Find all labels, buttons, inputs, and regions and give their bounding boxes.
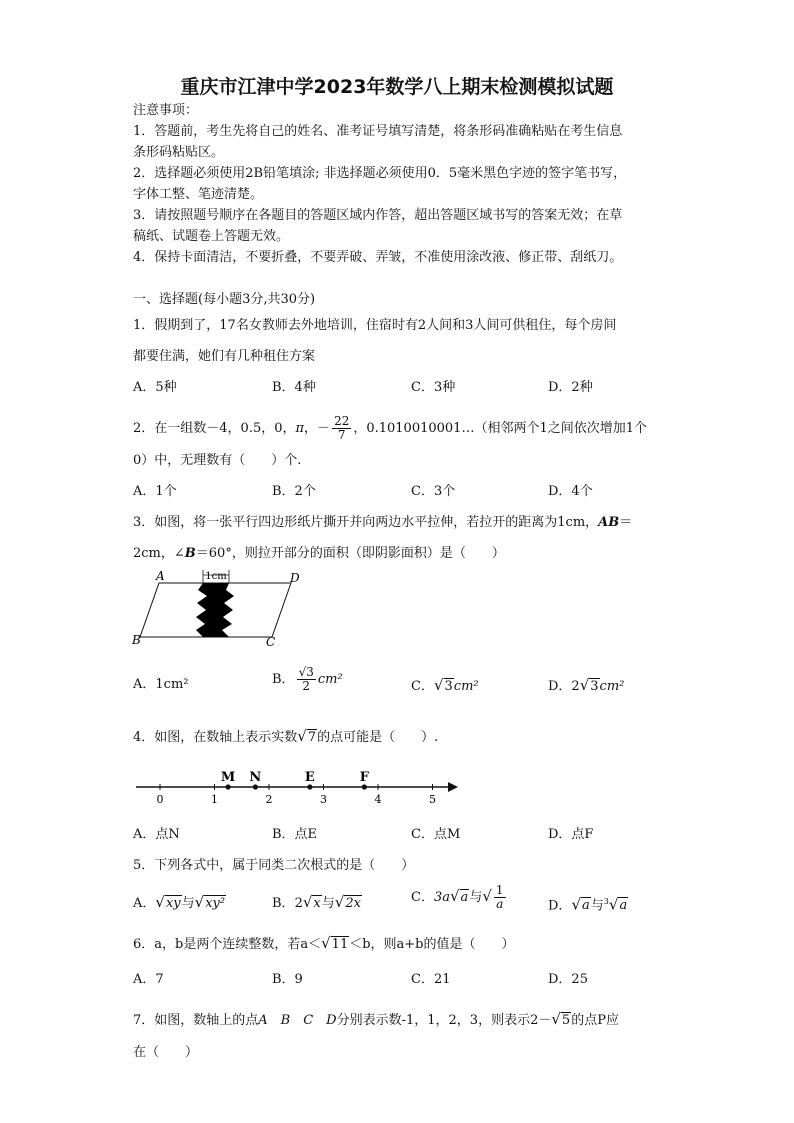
q4-option-d: D．点F	[548, 827, 594, 842]
section-heading: 一、选择题(每小题3分,共30分)	[133, 292, 316, 307]
q1-stem: 都要住满，她们有几种租住方案	[133, 349, 316, 364]
q2-pi: π	[295, 421, 305, 436]
word-with: 与	[321, 896, 335, 911]
axis-tick-label: 2	[265, 793, 273, 806]
q2-text: ，0.1010010001…（相邻两个1之间依次增加1个	[353, 421, 647, 436]
radicand-fraction	[494, 884, 506, 911]
vertex-label-c: C	[266, 635, 276, 649]
coefficient: 3a	[433, 890, 450, 905]
unit: cm²	[317, 672, 343, 687]
q2-option-a: A．1个	[133, 484, 177, 499]
radical-sign: √	[482, 887, 492, 905]
q1-option-b: B．4种	[272, 380, 316, 395]
radical-sign: √	[579, 676, 590, 694]
q7-stem	[133, 1010, 619, 1030]
option-letter: D．	[548, 898, 572, 914]
radical-sign: √	[571, 895, 581, 914]
notice-line: 4．保持卡面清洁，不要折叠，不要弄破、弄皱，不准使用涂改液、修正带、刮纸刀。	[133, 250, 623, 265]
axis-tick-label: 4	[374, 793, 382, 806]
q2-fraction	[332, 415, 351, 442]
radicand: 3	[590, 679, 599, 694]
q1-option-a: A．5种	[133, 380, 177, 395]
axis-tick-label: 0	[156, 793, 164, 806]
vertex-label-d: D	[290, 571, 300, 585]
q7-points: A B C D	[258, 1013, 337, 1028]
axis-point	[307, 784, 312, 789]
word-with: 与	[181, 896, 195, 911]
coefficient: 2	[294, 896, 303, 911]
axis-tick-label: 1	[211, 793, 218, 806]
q7-text: 分别表示数-1，1，2，3，则表示	[336, 1013, 531, 1028]
notice-line: 2．选择题必须使用2B铅笔填涂; 非选择题必须使用0．5毫米黑色字迹的签字笔书写，	[133, 166, 627, 181]
notice-line: 3．请按照题号顺序在各题目的答题区域内作答，超出答题区域书写的答案无效；在草	[133, 208, 623, 223]
axis-point	[253, 784, 258, 789]
q7-text: 的点P应	[571, 1013, 619, 1028]
q1-stem: 1．假期到了，17名女教师去外地培训，住宿时有2人间和3人间可供租住，每个房间	[133, 318, 617, 333]
option-letter: D．2	[548, 679, 580, 694]
radicand: x	[313, 896, 321, 911]
axis-arrow	[448, 782, 458, 792]
radical-sign: √	[551, 1010, 561, 1028]
q4-option-b: B．点E	[272, 827, 318, 842]
q3-text: ＝60°，则拉开部分的面积（即阴影面积）是（ ）	[195, 546, 505, 561]
fraction-numerator: √3	[298, 665, 314, 679]
radicand: xy²	[205, 896, 226, 911]
q2-stem: 0）中，无理数有（ ）个.	[133, 453, 302, 468]
axis-point-label: N	[249, 770, 262, 785]
parallelogram-figure	[130, 566, 300, 652]
radical-sign: √	[155, 893, 165, 911]
option-letter: C．	[411, 679, 434, 694]
word-with: 与	[469, 890, 483, 905]
option-letter: B．	[272, 672, 295, 687]
q2-option-b: B．2个	[272, 484, 316, 499]
radical-sign: √	[608, 895, 619, 914]
q6-option-c: C．21	[411, 972, 451, 987]
q3-text: 3．如图，将一张平行四边形纸片撕开并向两边水平拉伸，若拉开的距离为1cm，	[133, 515, 599, 530]
q2-stem	[133, 415, 647, 442]
axis-point	[362, 784, 367, 789]
q3-text: ＝	[619, 515, 633, 530]
fraction-numerator: 1	[495, 883, 504, 897]
fraction-denominator: 7	[337, 428, 346, 442]
shaded-gap	[196, 583, 234, 637]
q3-option-c	[411, 676, 479, 696]
q4-option-a: A．点N	[133, 827, 180, 842]
radical-sign: √	[449, 887, 460, 905]
q5-option-a	[133, 893, 226, 913]
option-letter: C．	[411, 890, 434, 905]
radicand: 2x	[345, 896, 361, 911]
q5-option-b	[272, 893, 362, 913]
option-letter: B．	[272, 896, 295, 911]
q3-option-a: A．1cm²	[133, 677, 189, 692]
word-with: 与	[590, 898, 604, 914]
gap-label: 1cm	[205, 571, 227, 582]
q4-option-c: C．点M	[411, 827, 461, 842]
radical-sign: √	[302, 893, 313, 911]
radical-sign: √	[334, 893, 345, 911]
q3-option-d	[548, 676, 624, 696]
q3-option-b	[272, 666, 343, 693]
radicand: 7	[307, 730, 317, 745]
fraction-numerator: 22	[334, 414, 350, 428]
unit: cm²	[599, 679, 625, 694]
radicand: 3	[444, 679, 453, 694]
q6-text: ＜b，则a+b的值是（ ）	[349, 937, 515, 952]
q2-option-c: C．3个	[411, 484, 456, 499]
fraction-denominator: 2	[302, 679, 311, 693]
axis-point	[226, 784, 231, 789]
q7-stem: 在（ ）	[133, 1045, 199, 1060]
option-letter: A．	[133, 896, 156, 911]
radicand: xy	[165, 896, 181, 911]
notice-line: 字体工整、笔迹清楚。	[133, 187, 264, 202]
q1-option-c: C．3种	[411, 380, 456, 395]
axis-tick-label: 3	[320, 793, 327, 806]
q5-option-d	[548, 893, 628, 915]
radical-sign: √	[297, 727, 307, 745]
q6-stem	[133, 934, 515, 954]
axis-point-label: F	[359, 770, 369, 785]
radicand: 11	[331, 937, 349, 952]
radicand: 5	[561, 1013, 571, 1028]
axis-point-label: M	[220, 770, 236, 785]
q5-stem: 5．下列各式中，属于同类二次根式的是（ ）	[133, 858, 415, 873]
q6-option-d: D．25	[548, 972, 588, 987]
q2-text: ，－	[304, 421, 331, 436]
radical-sign: √	[321, 934, 331, 952]
unit: cm²	[453, 679, 479, 694]
notice-line: 1．答题前，考生先将自己的姓名、准考证号填写清楚，将条形码准确粘贴在考生信息	[133, 124, 623, 139]
q4-text: 4．如图，在数轴上表示实数	[133, 730, 298, 745]
q7-text: 7．如图，数轴上的点	[133, 1013, 259, 1028]
vertex-label-a: A	[156, 569, 165, 583]
axis-point-label: E	[304, 770, 315, 785]
q4-stem	[133, 727, 438, 747]
q6-option-a: A．7	[133, 972, 164, 987]
q6-text: 6．a，b是两个连续整数，若a＜	[133, 937, 322, 952]
q1-option-d: D．2种	[548, 380, 593, 395]
vertex-label-b: B	[132, 633, 141, 647]
notice-heading: 注意事项：	[133, 103, 199, 118]
radicand: a	[619, 898, 628, 914]
q3-ab: AB	[598, 515, 620, 530]
q2-text: 2．在一组数－4，0.5，0，	[133, 421, 296, 436]
q3-b-fraction	[297, 666, 316, 693]
notice-line: 条形码粘贴区。	[133, 145, 225, 160]
root-index: 3	[603, 897, 609, 906]
radical-sign: √	[433, 676, 444, 694]
q2-option-d: D．4个	[548, 484, 593, 499]
fraction-denominator: a	[496, 897, 504, 911]
radicand: a	[582, 898, 590, 914]
q3-b: B	[184, 546, 196, 561]
q3-stem	[133, 545, 505, 563]
axis-tick-label: 5	[429, 793, 436, 806]
number-line	[130, 765, 470, 815]
page-title: 重庆市江津中学2023年数学八上期末检测模拟试题	[180, 76, 614, 98]
notice-line: 稿纸、试题卷上答题无效。	[133, 229, 290, 244]
q7-expression: 2－	[530, 1013, 552, 1028]
q3-text: 2cm，∠	[133, 546, 185, 561]
q4-text: 的点可能是（ ）.	[317, 730, 439, 745]
radical-sign: √	[194, 893, 205, 911]
q5-option-c	[411, 884, 508, 911]
radicand: a	[460, 890, 469, 905]
q3-stem	[133, 514, 632, 532]
q6-option-b: B．9	[272, 972, 303, 987]
